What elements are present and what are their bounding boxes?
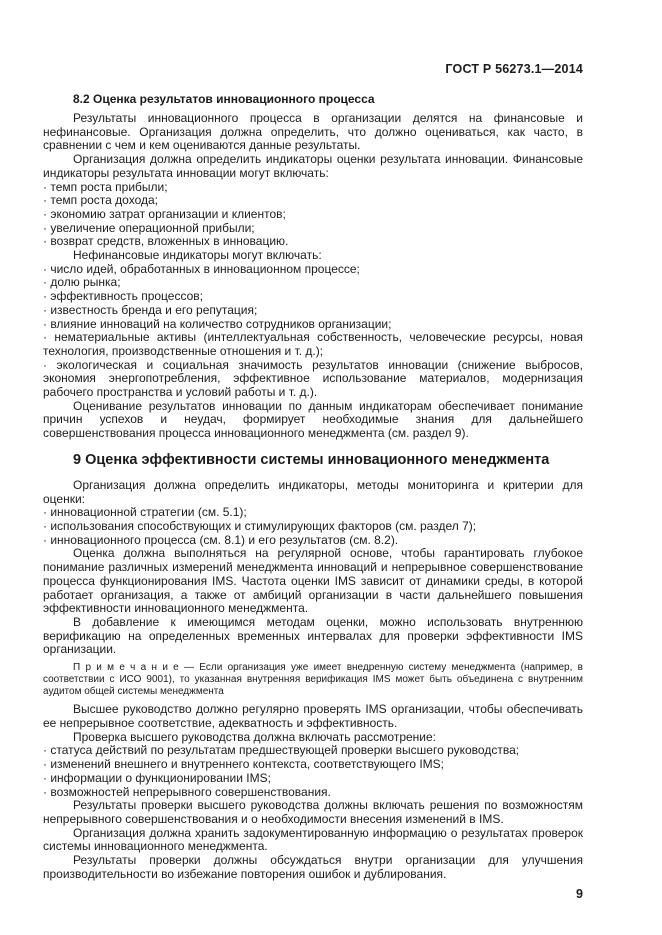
section-8-2-heading: 8.2 Оценка результатов инновационного процесса [73,92,375,106]
list-item: · экономию затрат организации и клиентов; [43,206,286,221]
paragraph: Нефинансовые индикаторы могут включать: [73,248,322,263]
paragraph: Результаты проверки высшего руководства должны включать решения по возможностям непрерывного совершенствования и о необходимости внесения изменений в IMS. [43,798,583,826]
list-item: · нематериальные активы (интеллектуальная собственность, человеческие ресурсы, новая технология, производственные отношения и т. д.); [43,330,583,358]
list-item: · темп роста дохода; [43,193,158,208]
list-item: · известность бренда и его репутация; [43,302,258,317]
paragraph: Высшее руководство должно регулярно проверять IMS организации, чтобы обеспечивать ее непрерывное соответствие, адекватность и эффективность. [43,702,583,730]
paragraph: Результаты проверки должны обсуждаться внутри организации для улучшения производительности во избежание повторения ошибок и дублирования. [43,853,583,881]
paragraph: Организация должна хранить задокументированную информацию о результатах проверок системы инновационного менеджмента. [43,825,583,854]
list-item: · увеличение операционной прибыли; [43,220,255,235]
list-item: · влияние инноваций на количество сотрудников организации; [43,316,392,331]
list-item: · инновационного процесса (см. 8.1) и его результатов (см. 8.2). [43,532,399,547]
list-item: · использования способствующих и стимулирующих факторов (см. раздел 7); [43,518,477,533]
paragraph: Оценка должна выполняться на регулярной основе, чтобы гарантировать глубокое понимание различных измерений менеджмента инноваций и непрерывное совершенствование процесса функционирования IMS. Частота оценки IMS зависит от динамики среды, в которой работает организация, а также от амбиций организации в части дальнейшего повышения эффективности инновационного менеджмента. [43,546,583,616]
paragraph: Организация должна определить индикаторы оценки результата инновации. Финансовые индикаторы результата инновации могут включать: [43,152,583,180]
page-number: 9 [576,887,583,902]
list-item: · статуса действий по результатам предшествующей проверки высшего руководства; [43,743,520,758]
paragraph: В добавление к имеющимся методам оценки, можно использовать внутреннюю верификацию на определенных временных интервалах для проверки эффективности IMS организации. [43,614,583,657]
paragraph: Проверка высшего руководства должна включать рассмотрение: [73,729,437,744]
section-9-heading: 9 Оценка эффективности системы инновационного менеджмента [73,451,550,468]
list-item: · эффективность процессов; [43,289,203,304]
list-item: · долю рынка; [43,275,121,290]
paragraph: Оценивание результатов инновации по данным индикаторам обеспечивает понимание причин успехов и неудач, формирует необходимые знания для дальнейшего совершенствования процесса инновационного менеджмента (см. раздел 9). [43,398,583,441]
list-item: · экологическая и социальная значимость результатов инновации (снижение выбросов, экономия энергопотребления, эффективное использование материалов, модернизация рабочего пространства и условий работы и т. д.). [43,357,583,400]
list-item: · темп роста прибыли; [43,179,168,194]
page-content [43,0,583,901]
note-paragraph: П р и м е ч а н и е — Если организация уже имеет внедренную систему менеджмента (например, в соответствии с ИСО 9001), то указанная внутренняя верификация IMS может быть объединена с внутренним аудитом общей системы менеджмента [43,662,583,698]
paragraph: Результаты инновационного процесса в организации делятся на финансовые и нефинансовые. Организация должна определить, что должно оцениваться, как часто, в сравнении с чем и кем оцениваются данные результаты. [43,111,583,153]
list-item: · число идей, обработанных в инновационном процессе; [43,261,360,276]
list-item: · возможностей непрерывного совершенствования. [43,784,331,799]
paragraph: Организация должна определить индикаторы, методы мониторинга и критерии для оценки: [43,477,583,506]
list-item: · возврат средств, вложенных в инновацию. [43,234,289,249]
list-item: · информации о функционировании IMS; [43,770,271,785]
list-item: · инновационной стратегии (см. 5.1); [43,505,247,520]
standard-code-header: ГОСТ Р 56273.1—2014 [445,62,583,76]
list-item: · изменений внешнего и внутреннего контекста, соответствующего IMS; [43,757,444,772]
